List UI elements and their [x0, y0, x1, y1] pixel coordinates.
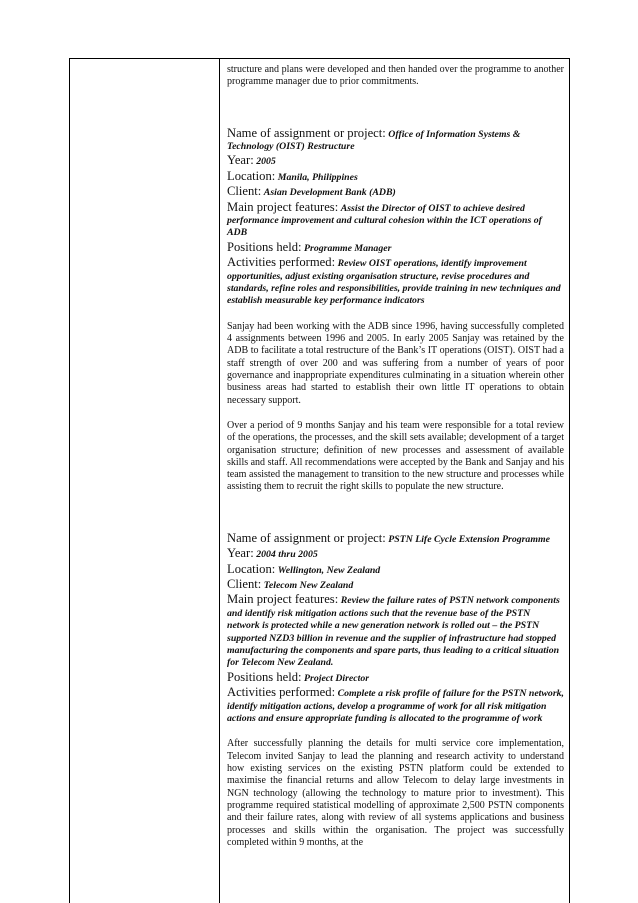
field-location [227, 562, 564, 577]
column-divider [219, 59, 220, 903]
field-value: Asian Development Bank (ADB) [263, 187, 396, 199]
field-main-features [227, 200, 564, 240]
field-year [227, 546, 564, 561]
field-label: Activities performed: [227, 685, 336, 700]
field-label: Positions held: [227, 239, 302, 254]
project-paragraph: After successfully planning the details for multi service core implementation, Telecom invited Sanjay to lead the planning and research activity to understand how existing services on the existing PSTN platform could be extended to maximise the financial returns and allow Telecom to delay large investments in NGN technology (allowing the technology to mature prior to investment). This programme required statistical modelling of approximate 2,500 PSTN components and their failure rates, along with review of all systems applications and business processes and skills within the organisation. The project was successfully completed within 9 months, at the [227, 738, 564, 848]
field-value: Assist the Director of OIST to achieve desired performance improvement and cultural cohesion within the ICT operations of ADB [227, 202, 542, 239]
field-label: Activities performed: [227, 255, 336, 270]
field-value: Manila, Philippines [277, 171, 358, 183]
field-label: Main project features: [227, 199, 339, 214]
field-client [227, 577, 564, 592]
field-assignment-name [227, 531, 564, 546]
field-value: Wellington, New Zealand [277, 564, 381, 576]
field-main-features [227, 592, 564, 669]
project-paragraph: Sanjay had been working with the ADB since 1996, having successfully completed 4 assignments between 1996 and 2005. In early 2005 Sanjay was retained by the ADB to facilitate a total restructure of the Bank’s IT operations (OIST). OIST had a staff strength of over 200 and was suffering from a number of years of poor governance and inappropriate expenditures culminating in a situation wherein other business areas had started to establish their own little IT operations to obtain necessary support. [227, 320, 564, 406]
field-label: Year: [227, 546, 254, 561]
field-value: Complete a risk profile of failure for the PSTN network, identify mitigation actions, develop a programme of work for all risk mitigation actions and ensure appropriate funding is allocated to the programme of work [227, 688, 564, 725]
field-value: 2005 [256, 156, 276, 168]
field-label: Name of assignment or project: [227, 530, 386, 545]
project-entry-oist [227, 126, 564, 494]
cv-table [69, 58, 570, 903]
field-value: Programme Manager [304, 242, 392, 254]
field-value: PSTN Life Cycle Extension Programme [388, 533, 550, 545]
field-value: Project Director [304, 672, 370, 684]
field-activities [227, 255, 564, 308]
field-value: Office of Information Systems & Technology (OIST) Restructure [227, 128, 521, 152]
field-label: Location: [227, 168, 276, 183]
field-label: Positions held: [227, 669, 302, 684]
project-entry-pstn [227, 531, 564, 849]
field-label: Main project features: [227, 592, 339, 607]
field-label: Year: [227, 153, 254, 168]
field-value: Review OIST operations, identify improvement opportunities, adjust existing organisation structure, revise procedures and standards, refine roles and responsibilities, provide training in new techniques and establish measurable key performance indicators [227, 258, 561, 307]
field-client [227, 184, 564, 199]
field-label: Name of assignment or project: [227, 125, 386, 140]
field-location [227, 169, 564, 184]
experience-cell [227, 64, 564, 849]
field-assignment-name [227, 126, 564, 154]
project-paragraph: Over a period of 9 months Sanjay and his team were responsible for a total review of the operations, the processes, and the skill sets available; development of a target organisation structure; definition of new processes and assessment of available skills and staff. All recommendations were accepted by the Bank and Sanjay and his team assisted the management to transition to the new structure and processes while assisting them to recruit the right skills to populate the new structure. [227, 419, 564, 493]
field-activities [227, 685, 564, 725]
field-positions-held [227, 670, 564, 685]
field-label: Location: [227, 561, 276, 576]
field-positions-held [227, 240, 564, 255]
field-label: Client: [227, 184, 262, 199]
field-value: Telecom New Zealand [263, 579, 354, 591]
field-value: 2004 thru 2005 [256, 549, 318, 561]
field-year [227, 153, 564, 168]
field-value: Review the failure rates of PSTN network components and identify risk mitigation actions such that the revenue base of the PSTN network is protected while a new generation network is rolled out – the PSTN supported NZD3 billion in revenue and the supplier of infrastructure had stopped manufacturing the components and spare parts, thus leading to a critical situation for Telecom New Zealand. [227, 595, 560, 669]
field-label: Client: [227, 576, 262, 591]
continued-paragraph: structure and plans were developed and then handed over the programme to another programme manager due to prior commitments. [227, 64, 564, 88]
